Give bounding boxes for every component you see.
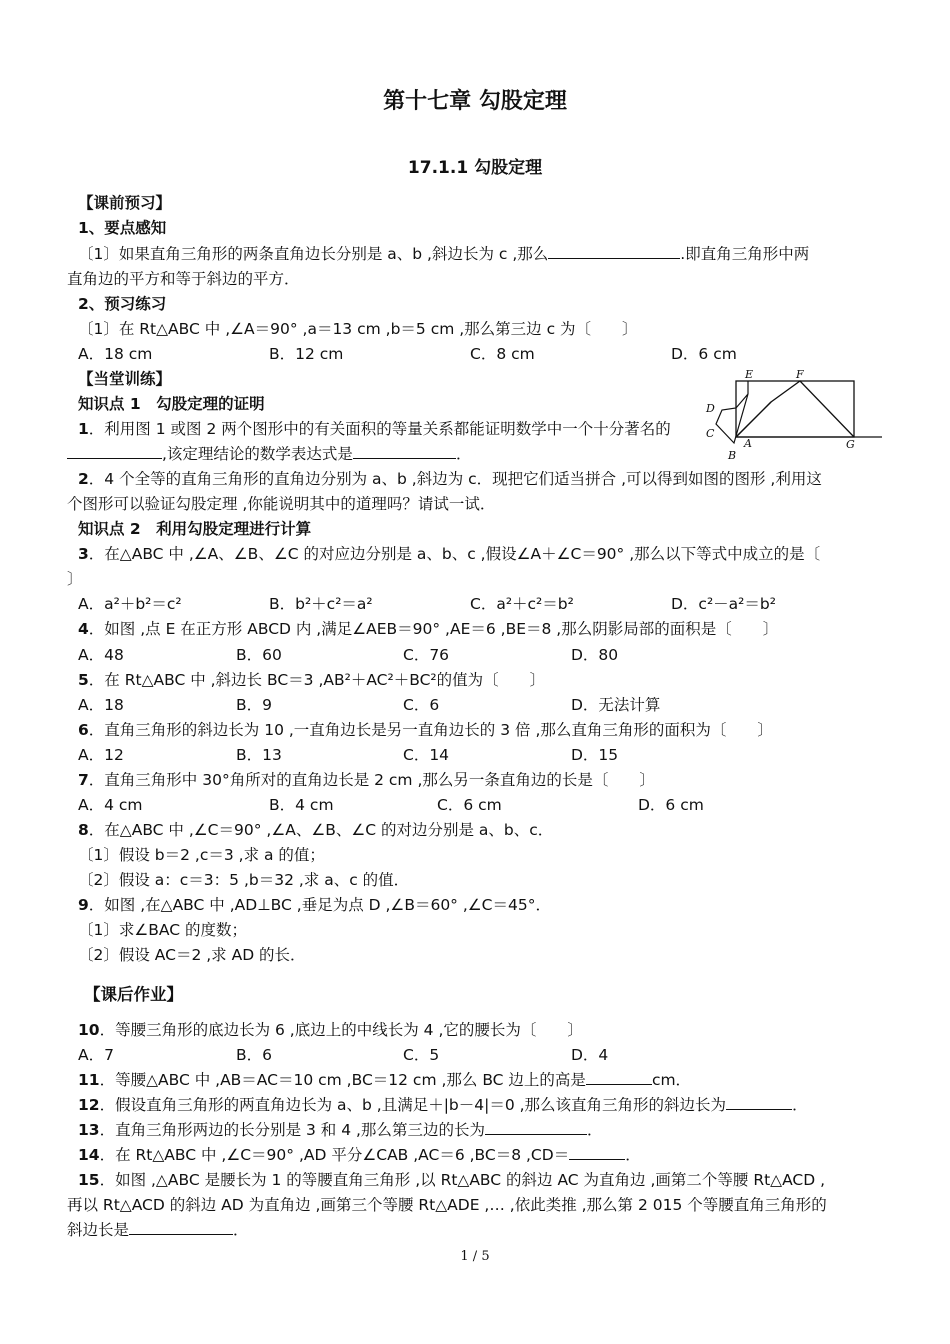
- question-11: 11．等腰△ABC 中 ,AB＝AC＝10 cm ,BC＝12 cm ,那么 BC 边上的高是 cm．: [78, 1071, 692, 1089]
- option-b: B．6: [236, 1046, 272, 1064]
- knowledge-point-1: 知识点 1 勾股定理的证明: [78, 395, 265, 413]
- knowledge-point-2: 知识点 2 利用勾股定理进行计算: [78, 520, 312, 538]
- classwork-heading: 【当堂训练】: [78, 370, 172, 388]
- preview-practice-heading: 2、预习练习: [78, 295, 167, 313]
- option-b: B．12 cm: [269, 345, 344, 363]
- label-D: D: [706, 402, 715, 415]
- section-title: 17.1.1 勾股定理: [407, 158, 543, 178]
- key-points-heading: 1、要点感知: [78, 219, 167, 237]
- question-10: 10．等腰三角形的底边长为 6 ,底边上的中线长为 4 ,它的腰长为〔 〕: [78, 1021, 583, 1039]
- question-7: 7．直角三角形中 30°角所对的直角边长是 2 cm ,那么另一条直角边的长是〔 〕: [78, 771, 655, 789]
- question-4: 4．如图 ,点 E 在正方形 ABCD 内 ,满足∠AEB＝90° ,AE＝6 ,BE＝8 ,那么阴影局部的面积是〔 〕: [78, 620, 779, 638]
- option-d: D．6 cm: [638, 796, 704, 814]
- option-b: B．b²＋c²＝a²: [269, 595, 373, 613]
- question-15: 15．如图 ,△ABC 是腰长为 1 的等腰直角三角形 ,以 Rt△ABC 的斜边 AC 为直角边 ,画第二个等腰 Rt△ACD ,: [78, 1171, 826, 1189]
- answer-blank[interactable]: [726, 1095, 792, 1110]
- label-A: A: [744, 437, 752, 450]
- option-d: D．4: [571, 1046, 609, 1064]
- figure-rectangle: [736, 381, 854, 437]
- option-c: C．a²＋c²＝b²: [470, 595, 574, 613]
- preview-question: 〔1〕在 Rt△ABC 中 ,∠A＝90° ,a＝13 cm ,b＝5 cm ,那么第三边 c 为〔 〕: [78, 320, 638, 338]
- option-c: C．8 cm: [470, 345, 535, 363]
- question-8: 8．在△ABC 中 ,∠C＝90° ,∠A、∠B、∠C 的对边分别是 a、b、c．: [78, 821, 554, 839]
- label-F: F: [796, 368, 804, 381]
- option-a: A．4 cm: [78, 796, 143, 814]
- answer-blank[interactable]: [586, 1070, 652, 1085]
- option-d: D．c²－a²＝b²: [671, 595, 776, 613]
- option-b: B．4 cm: [269, 796, 334, 814]
- question-15-cont-2: 斜边长是 ．: [67, 1221, 249, 1239]
- option-c: C．14: [403, 746, 450, 764]
- option-d: D．无法计算: [571, 696, 661, 714]
- option-a: A．18: [78, 696, 124, 714]
- answer-blank[interactable]: [548, 244, 680, 259]
- question-1: 1．利用图 1 或图 2 两个图形中的有关面积的等量关系都能证明数学中一个十分著名的: [78, 420, 671, 438]
- option-b: B．9: [236, 696, 272, 714]
- answer-blank[interactable]: [129, 1220, 233, 1235]
- option-b: B．13: [236, 746, 282, 764]
- page-title: 第十七章 勾股定理: [383, 89, 567, 114]
- homework-heading: 【课后作业】: [84, 985, 183, 1004]
- question-3: 3．在△ABC 中 ,∠A、∠B、∠C 的对应边分别是 a、b、c ,假设∠A＋∠C＝90° ,那么以下等式中成立的是〔: [78, 545, 821, 563]
- question-6: 6．直角三角形的斜边长为 10 ,一直角边长是另一直角边长的 3 倍 ,那么直角三角形的面积为〔 〕: [78, 721, 773, 739]
- question-2-cont: 个图形可以验证勾股定理 ,你能说明其中的道理吗？请试一试．: [67, 495, 496, 513]
- question-2: 2．4 个全等的直角三角形的直角边分别为 a、b ,斜边为 c．现把它们适当拼合 ,可以得到如图的图形 ,利用这: [78, 470, 822, 488]
- option-a: A．12: [78, 746, 124, 764]
- label-C: C: [706, 427, 715, 440]
- option-c: C．5: [403, 1046, 440, 1064]
- question-12: 12．假设直角三角形的两直角边长为 a、b ,且满足＋|b－4|＝0 ,那么该直角三角形的斜边长为 ．: [78, 1096, 808, 1114]
- option-d: D．80: [571, 646, 619, 664]
- question-9: 9．如图 ,在△ABC 中 ,AD⊥BC ,垂足为点 D ,∠B＝60° ,∠C＝45°．: [78, 896, 551, 914]
- answer-blank[interactable]: [569, 1145, 625, 1160]
- label-E: E: [745, 368, 754, 381]
- option-c: C．6 cm: [437, 796, 502, 814]
- option-a: A．48: [78, 646, 124, 664]
- option-a: A．7: [78, 1046, 114, 1064]
- option-b: B．60: [236, 646, 282, 664]
- answer-blank[interactable]: [67, 444, 162, 459]
- question-1-cont: ,该定理结论的数学表达式是 ．: [67, 442, 471, 464]
- label-B: B: [728, 449, 737, 462]
- page-number: 1 / 5: [460, 1249, 490, 1264]
- key-points-text-cont: 直角边的平方和等于斜边的平方．: [67, 270, 300, 288]
- key-points-text: 〔1〕如果直角三角形的两条直角边长分别是 a、b ,斜边长为 c ,那么 .即直角三角形中两: [78, 245, 810, 263]
- question-9-part-2: 〔2〕假设 AC＝2 ,求 AD 的长．: [78, 946, 306, 964]
- question-15-cont: 再以 Rt△ACD 的斜边 AD 为直角边 ,画第三个等腰 Rt△ADE ,… ,依此类推 ,那么第 2 015 个等腰直角三角形的: [67, 1196, 827, 1214]
- question-14: 14．在 Rt△ABC 中 ,∠C＝90° ,AD 平分∠CAB ,AC＝6 ,BC＝8 ,CD＝ ．: [78, 1146, 641, 1164]
- option-c: C．6: [403, 696, 440, 714]
- label-G: G: [846, 438, 855, 451]
- option-d: D．15: [571, 746, 619, 764]
- question-5: 5．在 Rt△ABC 中 ,斜边长 BC＝3 ,AB²＋AC²＋BC²的值为〔 〕: [78, 671, 546, 689]
- question-3-cont: 〕: [67, 570, 83, 588]
- option-a: A．a²＋b²＝c²: [78, 595, 182, 613]
- question-9-part-1: 〔1〕求∠BAC 的度数；: [78, 921, 247, 939]
- option-a: A．18 cm: [78, 345, 153, 363]
- question-13: 13．直角三角形两边的长分别是 3 和 4 ,那么第三边的长为 ．: [78, 1121, 603, 1139]
- answer-blank[interactable]: [353, 444, 456, 459]
- pythagoras-figure: [704, 366, 884, 462]
- option-c: C．76: [403, 646, 450, 664]
- answer-blank[interactable]: [485, 1120, 587, 1135]
- preview-heading: 【课前预习】: [78, 194, 172, 212]
- question-8-part-1: 〔1〕假设 b＝2 ,c＝3 ,求 a 的值；: [78, 846, 325, 864]
- option-d: D．6 cm: [671, 345, 737, 363]
- question-8-part-2: 〔2〕假设 a：c＝3：5 ,b＝32 ,求 a、c 的值．: [78, 871, 410, 889]
